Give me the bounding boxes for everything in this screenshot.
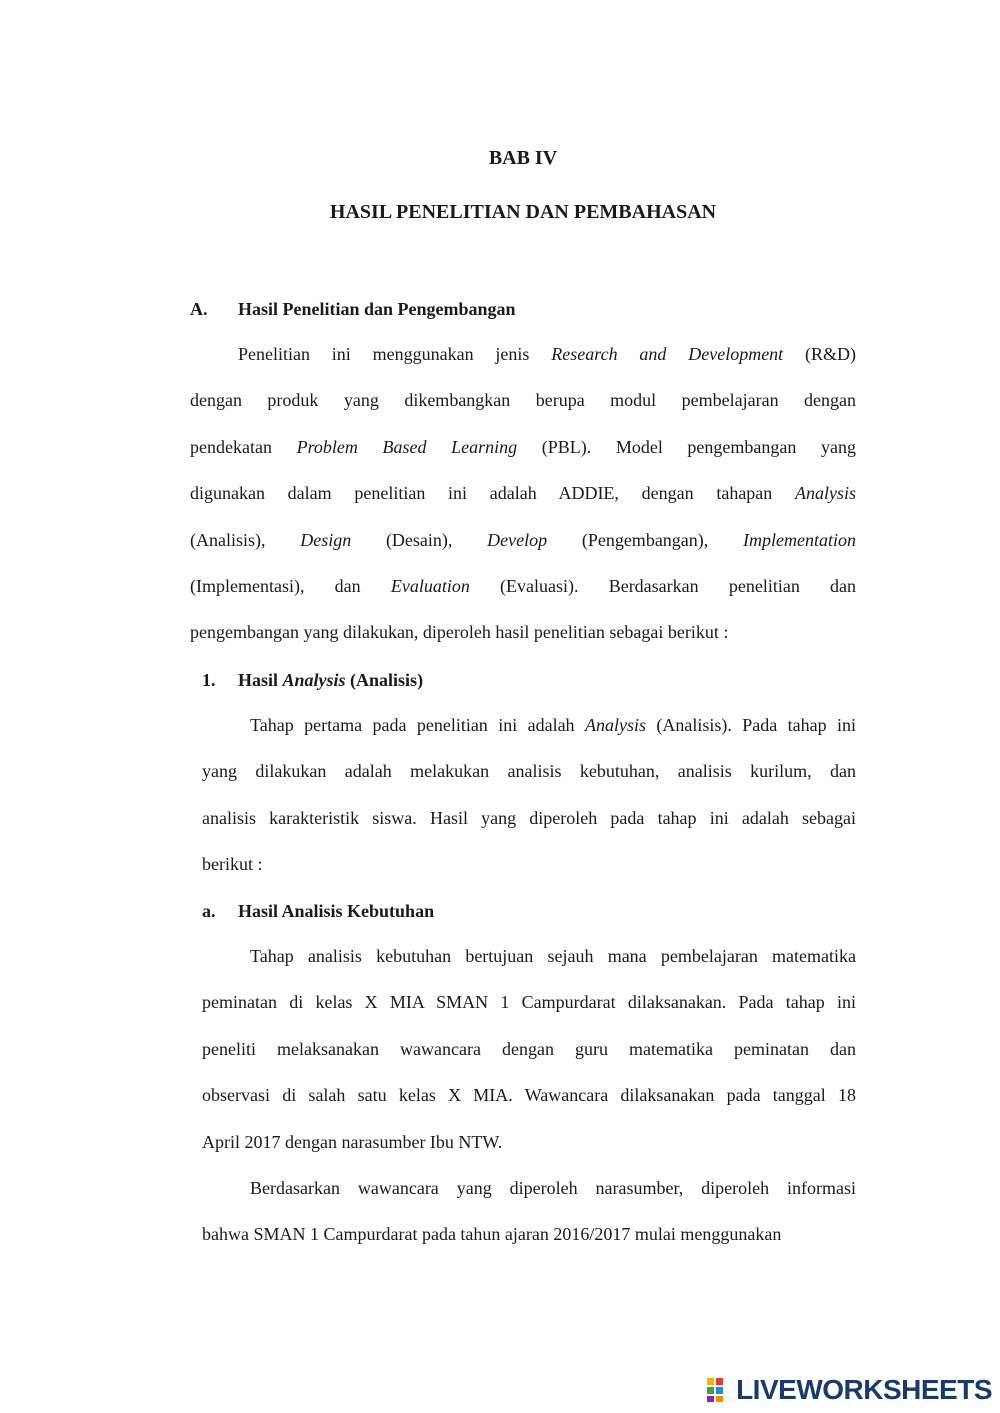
text-run: peneliti melaksanakan wawancara dengan guru matematika peminatan dan bbox=[202, 1038, 856, 1059]
italic-term: Develop bbox=[487, 529, 548, 550]
text-run: (Implementasi), dan bbox=[190, 575, 391, 596]
paragraph-line bbox=[202, 748, 856, 794]
subsection-a-number: a. bbox=[202, 901, 216, 921]
text-run: observasi di salah satu kelas X MIA. Wawancara dilaksanakan pada tanggal 18 bbox=[202, 1085, 856, 1106]
text-run: (Desain), bbox=[351, 529, 488, 550]
text-run: bahwa SMAN 1 Campurdarat pada tahun ajaran 2016/2017 mulai menggunakan bbox=[202, 1224, 782, 1245]
text-run: (Analisis), bbox=[190, 529, 301, 550]
text-run: digunakan dalam penelitian ini adalah ADDIE, dengan tahapan bbox=[190, 483, 795, 504]
paragraph-line bbox=[202, 1072, 856, 1118]
text-run: Berdasarkan wawancara yang diperoleh narasumber, diperoleh informasi bbox=[250, 1178, 856, 1198]
intro-paragraph bbox=[190, 331, 856, 656]
needs-analysis-paragraph bbox=[202, 933, 856, 1165]
liveworksheets-watermark bbox=[706, 1375, 992, 1405]
text-run: Tahap pertama pada penelitian ini adalah bbox=[250, 715, 585, 735]
text-run: April 2017 dengan narasumber Ibu NTW. bbox=[202, 1131, 503, 1152]
text-run: yang dilakukan adalah melakukan analisis kebutuhan, analisis kurilum, dan bbox=[202, 761, 856, 782]
italic-term: Analysis bbox=[795, 483, 856, 504]
italic-term: Design bbox=[300, 529, 352, 550]
text-run: Penelitian ini menggunakan jenis bbox=[238, 344, 552, 364]
subsection-1-number: 1. bbox=[202, 670, 216, 690]
text-run: dengan produk yang dikembangkan berupa modul pembelajaran dengan bbox=[190, 390, 856, 411]
text-run: Tahap analisis kebutuhan bertujuan sejauh mana pembelajaran matematika bbox=[250, 946, 856, 966]
text-run: (Evaluasi). Berdasarkan penelitian dan bbox=[469, 575, 857, 596]
text-run: (PBL). Model pengembangan yang bbox=[517, 436, 856, 457]
text-run: pengembangan yang dilakukan, diperoleh hasil penelitian sebagai berikut : bbox=[190, 622, 729, 643]
section-a-number: A. bbox=[190, 299, 208, 319]
text-run: berikut : bbox=[202, 854, 263, 875]
italic-term: Evaluation bbox=[390, 575, 470, 596]
text-run: pendekatan bbox=[190, 436, 297, 457]
paragraph-line bbox=[190, 563, 856, 609]
liveworksheets-logo-icon bbox=[706, 1377, 732, 1403]
paragraph-line bbox=[202, 933, 856, 979]
paragraph-line bbox=[190, 424, 856, 470]
paragraph-line bbox=[190, 470, 856, 516]
paragraph-line bbox=[202, 1211, 856, 1257]
paragraph-line bbox=[202, 1119, 856, 1165]
liveworksheets-text: LIVEWORKSHEETS bbox=[736, 1374, 992, 1405]
italic-term: Problem Based Learning bbox=[296, 436, 518, 457]
italic-term: Implementation bbox=[743, 529, 856, 550]
section-a-title: Hasil Penelitian dan Pengembangan bbox=[238, 299, 516, 319]
paragraph-line bbox=[202, 841, 856, 887]
text-run: (R&D) bbox=[783, 344, 857, 364]
chapter-title: HASIL PENELITIAN DAN PEMBAHASAN bbox=[329, 201, 717, 223]
paragraph-line bbox=[202, 1026, 856, 1072]
italic-term: Research and Development bbox=[551, 344, 784, 364]
text-run: (Pengembangan), bbox=[547, 529, 744, 550]
chapter-number: BAB IV bbox=[488, 147, 558, 169]
text-run: analisis karakteristik siswa. Hasil yang diperoleh pada tahap ini adalah sebagai bbox=[202, 807, 856, 828]
analysis-paragraph bbox=[202, 702, 856, 888]
interview-paragraph bbox=[202, 1165, 856, 1258]
paragraph-line bbox=[202, 702, 856, 748]
paragraph-line bbox=[190, 609, 856, 655]
subsection-1-title: Hasil Analysis (Analisis) bbox=[238, 670, 424, 690]
paragraph-line bbox=[190, 331, 856, 377]
paragraph-line bbox=[202, 1165, 856, 1211]
paragraph-line bbox=[202, 795, 856, 841]
text-run: peminatan di kelas X MIA SMAN 1 Campurdarat dilaksanakan. Pada tahap ini bbox=[202, 992, 856, 1013]
paragraph-line bbox=[202, 979, 856, 1025]
paragraph-line bbox=[190, 377, 856, 423]
text-run: (Analisis). Pada tahap ini bbox=[645, 715, 856, 735]
italic-term: Analysis bbox=[584, 715, 646, 735]
paragraph-line bbox=[190, 517, 856, 563]
subsection-a-title: Hasil Analisis Kebutuhan bbox=[238, 901, 435, 921]
